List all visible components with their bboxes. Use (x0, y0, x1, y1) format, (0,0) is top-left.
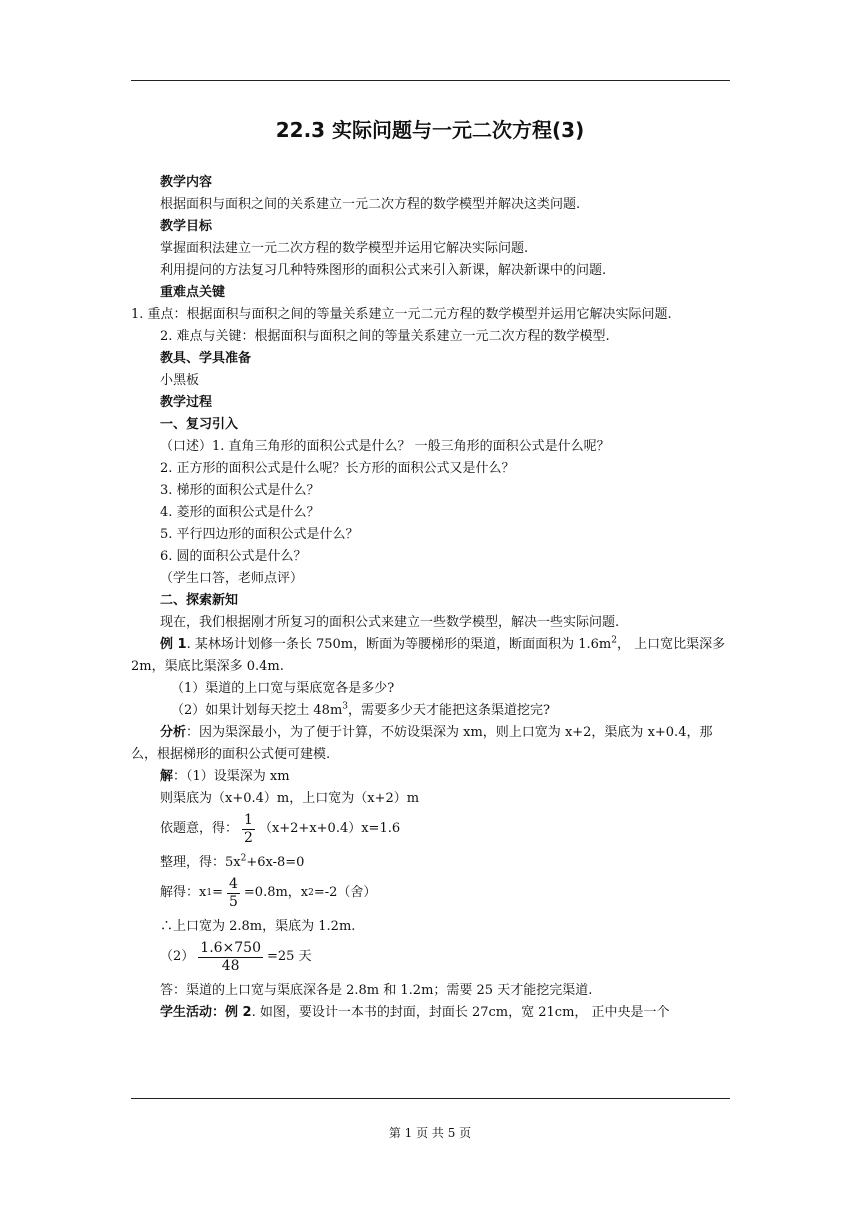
paragraph: 现在，我们根据刚才所复习的面积公式来建立一些数学模型，解决一些实际问题. (160, 615, 620, 630)
section-heading-process: 教学过程 (160, 395, 213, 410)
paragraph: （学生口答，老师点评） (160, 571, 304, 586)
list-item: 6. 圆的面积公式是什么？ (160, 549, 307, 564)
fraction: $\frac{1}{2}$ (244, 811, 253, 846)
list-item: 5. 平行四边形的面积公式是什么？ (160, 527, 359, 542)
subsection-heading-explore: 二、探索新知 (160, 593, 239, 608)
question: （2）如果计划每天挖土 $48m^3$，需要多少天才能把这条渠道挖完? (171, 701, 550, 718)
paragraph: 掌握面积法建立一元二次方程的数学模型并运用它解决实际问题. (160, 241, 529, 256)
solution-step: 解：（1）设渠深为 xm (160, 769, 290, 784)
section-heading-key: 重难点关键 (160, 285, 226, 300)
document-body (131, 172, 730, 1024)
section-heading-goal: 教学目标 (160, 219, 213, 234)
solution-step: 解得：x 1 = $\frac{4}{5}$ =0.8m，x 2 =-2（舍） (160, 875, 377, 910)
fraction: $\frac{1.6\times 750}{48}$ (200, 939, 261, 974)
solution-step: 则渠底为（x+0.4）m，上口宽为（x+2）m (160, 791, 420, 806)
paragraph: 1. 重点：根据面积与面积之间的等量关系建立一元二元方程的数学模型并运用它解决实际问题. (131, 307, 672, 322)
list-item: 2. 正方形的面积公式是什么呢？长方形的面积公式又是什么？ (160, 461, 515, 476)
paragraph: 根据面积与面积之间的关系建立一元二次方程的数学模型并解决这类问题. (160, 197, 581, 212)
solution-step: （2） $\frac{1.6\times 750}{48}$ =25 天 (160, 939, 312, 974)
analysis: 分析：因为渠深最小，为了便于计算，不妨设渠深为 xm，则上口宽为 x+2，渠底为 x+0.4，那么，根据梯形的面积公式便可建模. (131, 725, 713, 762)
question: （1）渠道的上口宽与渠底宽各是多少? (171, 681, 395, 696)
analysis-label: 分析 (160, 725, 187, 740)
header-rule (131, 80, 730, 81)
section-heading-content: 教学内容 (160, 175, 213, 190)
page-title: 22.3 实际问题与一元二次方程(3) (275, 118, 585, 142)
paragraph: 利用提问的方法复习几种特殊图形的面积公式来引入新课，解决新课中的问题. (160, 263, 607, 278)
paragraph: 2. 难点与关键：根据面积与面积之间的等量关系建立一元二次方程的数学模型. (160, 329, 610, 344)
example-1: 例 1. 某林场计划修一条长 750m，断面为等腰梯形的渠道，断面面积为 $1.6m^2$， 上口宽比渠深多 2m，渠底比渠深多 0.4m. (131, 635, 726, 674)
footer-rule (131, 1098, 730, 1099)
solution-step: ∴上口宽为 2.8m，渠底为 1.2m. (160, 919, 356, 934)
section-heading-tools: 教具、学具准备 (160, 351, 252, 366)
list-item: （口述）1. 直角三角形的面积公式是什么？ 一般三角形的面积公式是什么呢？ (160, 439, 610, 454)
fraction: $\frac{4}{5}$ (228, 875, 238, 910)
subsection-heading-review: 一、复习引入 (160, 417, 239, 432)
solution-step: 整理，得：$5x^2+6x-8=0$ (160, 853, 305, 870)
paragraph: 小黑板 (160, 373, 200, 388)
answer: 答：渠道的上口宽与渠底深各是 2.8m 和 1.2m；需要 25 天才能挖完渠道. (160, 983, 593, 998)
list-item: 3. 梯形的面积公式是什么？ (160, 483, 320, 498)
solution-step: 依题意，得： $\frac{1}{2}$ （x+2+x+0.4）x=1.6 (160, 811, 401, 846)
list-item: 4. 菱形的面积公式是什么？ (160, 505, 320, 520)
example-label: 例 1 (160, 637, 187, 652)
student-activity: 学生活动：例 2. 如图，要设计一本书的封面，封面长 27cm，宽 21cm， 正中央是一个 (160, 1005, 670, 1020)
page-footer: 第 1 页 共 5 页 (388, 1126, 472, 1140)
